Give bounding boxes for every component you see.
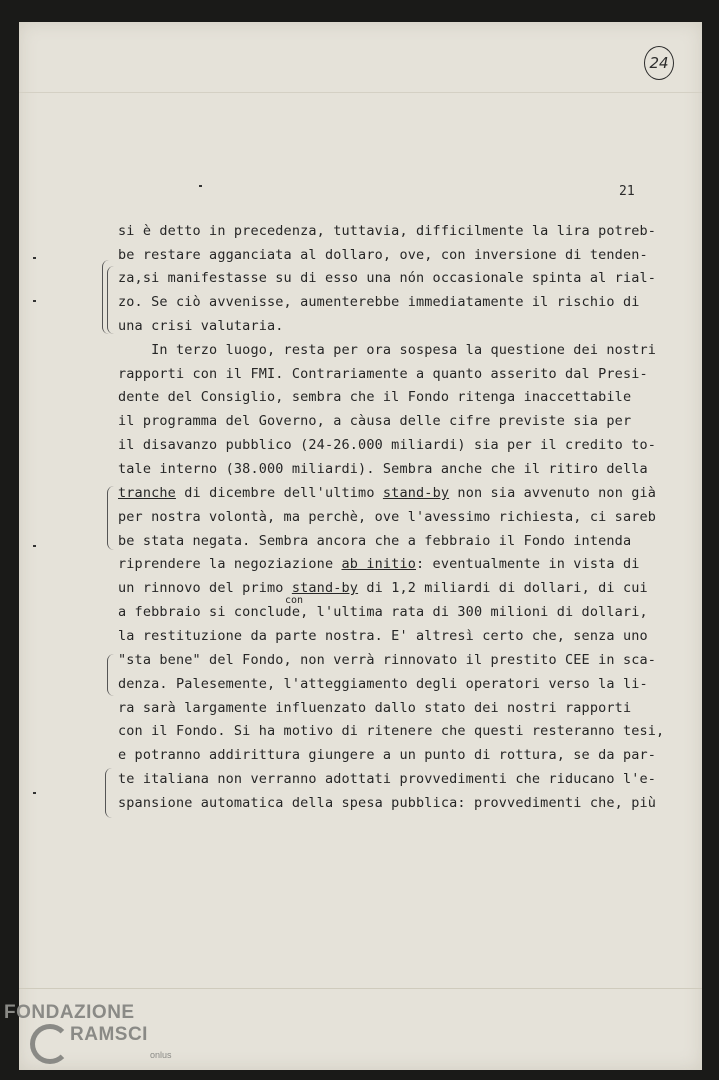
text-line: dente del Consiglio, sembra che il Fondo ritenga inaccettabile xyxy=(118,389,632,405)
logo-subtitle: onlus xyxy=(150,1050,172,1060)
text-segment: a febbraio si conclude xyxy=(118,604,301,620)
text-line: il programma del Governo, a càusa delle cifre previste sia per xyxy=(118,413,632,429)
punch-mark xyxy=(33,300,36,302)
text-line xyxy=(118,556,640,572)
fold-line xyxy=(19,92,702,93)
interlinear-correction: con xyxy=(285,595,304,606)
text-line: denza. Palesemente, l'atteggiamento degli operatori verso la li- xyxy=(118,676,648,692)
underlined-term: tranche xyxy=(118,485,176,501)
text-segment: di 1,2 miliardi di dollari, di cui xyxy=(358,580,648,596)
logo-text-bottom: RAMSCI xyxy=(70,1024,148,1045)
text-line: per nostra volontà, ma perchè, ove l'avessimo richiesta, ci sareb xyxy=(118,509,657,525)
text-line xyxy=(118,604,648,620)
text-segment: un rinnovo del primo xyxy=(118,580,292,596)
punch-mark xyxy=(33,792,36,794)
text-line: rapporti con il FMI. Contrariamente a quanto asserito dal Presi- xyxy=(118,366,648,382)
text-line: il disavanzo pubblico (24-26.000 miliardi) sia per il credito to- xyxy=(118,437,657,453)
margin-bracket xyxy=(107,654,114,696)
text-line: zo. Se ciò avvenisse, aumenterebbe immediatamente il rischio di xyxy=(118,294,640,310)
margin-bracket xyxy=(107,266,114,334)
ink-mark xyxy=(199,185,202,187)
text-line: "sta bene" del Fondo, non verrà rinnovato il prestito CEE in sca- xyxy=(118,652,657,668)
text-line xyxy=(118,580,648,596)
page-number: 21 xyxy=(619,184,635,199)
underlined-term: stand-by xyxy=(382,485,450,501)
text-line: si è detto in precedenza, tuttavia, difficilmente la lira potreb- xyxy=(118,223,657,239)
text-segment: riprendere la negoziazione xyxy=(118,556,342,572)
text-segment: non sia avvenuto non già xyxy=(449,485,657,501)
logo-text-top: FONDAZIONE xyxy=(4,1002,135,1023)
text-line: be stata negata. Sembra ancora che a febbraio il Fondo intenda xyxy=(118,533,632,549)
text-line: tale interno (38.000 miliardi). Sembra anche che il ritiro della xyxy=(118,461,648,477)
text-segment: : eventualmente in vista di xyxy=(416,556,640,572)
text-segment: , l'ultima rata di 300 milioni di dollari, xyxy=(300,604,648,620)
text-line: ra sarà largamente influenzato dallo stato dei nostri rapporti xyxy=(118,700,632,716)
text-line: te italiana non verranno adottati provvedimenti che riducano l'e- xyxy=(118,771,657,787)
text-line: spansione automatica della spesa pubblica: provvedimenti che, più xyxy=(118,795,657,811)
underlined-term: stand-by xyxy=(291,580,359,596)
text-line xyxy=(118,485,656,501)
text-segment: di dicembre dell'ultimo xyxy=(175,485,383,501)
underlined-term: ab initio xyxy=(341,556,416,572)
punch-mark xyxy=(33,257,36,259)
archive-number-stamp: 24 xyxy=(644,46,674,80)
text-line: la restituzione da parte nostra. E' altresì certo che, senza uno xyxy=(118,628,648,644)
text-line: con il Fondo. Si ha motivo di ritenere che questi resteranno tesi, xyxy=(118,723,665,739)
text-line: In terzo luogo, resta per ora sospesa la questione dei nostri xyxy=(118,342,657,358)
text-line: be restare agganciata al dollaro, ove, con inversione di tenden- xyxy=(118,247,648,263)
text-line: e potranno addirittura giungere a un punto di rottura, se da par- xyxy=(118,747,657,763)
document-page xyxy=(19,22,702,1070)
fondazione-gramsci-watermark xyxy=(4,1002,179,1068)
text-line: una crisi valutaria. xyxy=(118,318,284,334)
fold-line xyxy=(19,988,702,989)
margin-bracket xyxy=(105,768,112,818)
text-line: za,si manifestasse su di esso una nón occasionale spinta al rial- xyxy=(118,270,657,286)
margin-bracket xyxy=(107,486,114,550)
punch-mark xyxy=(33,545,36,547)
logo-g-mark-icon xyxy=(30,1024,70,1064)
